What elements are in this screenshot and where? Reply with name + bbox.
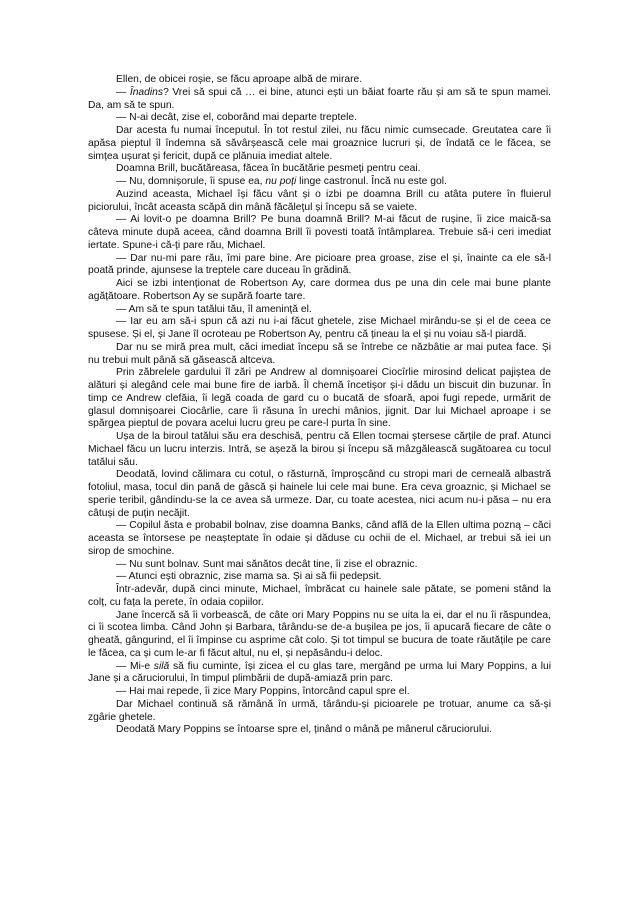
paragraph bbox=[88, 520, 551, 558]
paragraph-text: — Nu sunt bolnav. Sunt mai sănătos decât tine, îi zise el obraznic. bbox=[116, 558, 418, 570]
paragraph-text: Ellen, de obicei roșie, se făcu aproape albă de mirare. bbox=[116, 74, 363, 85]
paragraph bbox=[88, 304, 551, 317]
paragraph-text: — Dar nu-mi pare rău, îmi pare bine. Are picioare prea groase, zise el și, înainte ca ele să-l poată prinde, ajunsese la treptele care duceau în grădină. bbox=[88, 252, 551, 277]
paragraph bbox=[88, 87, 551, 113]
paragraph-text: Deodată Mary Poppins se întoarse spre el, ținând o mână pe mânerul căruciorului. bbox=[116, 724, 493, 736]
paragraph-text: — bbox=[116, 86, 130, 98]
paragraph bbox=[88, 125, 551, 163]
paragraph-text: — Mi-e bbox=[116, 660, 154, 672]
paragraph-text: — Iar eu am să-i spun că azi nu i-ai făcut ghetele, zise Michael mirându-se și el de ceea ce spusese. Și el, și Jane îl ocroteau pe Robertson Ay, pentru că țineau la el și nu voiau să-l piardă. bbox=[88, 316, 551, 340]
paragraph bbox=[88, 74, 551, 87]
paragraph-text: Auzind aceasta, Michael își făcu vânt și o izbi pe doamna Brill cu atâta putere în fluierul piciorului, încât aceasta scăpă din mână făcăleţul și începu să se vaiete. bbox=[88, 188, 551, 213]
paragraph bbox=[88, 699, 551, 725]
paragraph bbox=[88, 253, 551, 279]
paragraph bbox=[88, 469, 551, 520]
paragraph bbox=[88, 724, 551, 737]
paragraph-text: Jane încercă să îi vorbească, de câte ori Mary Poppins nu se uita la ei, dar el nu îi răspundea, ci îi scotea limba. Când John și Barbara, târându-se de-a bușilea pe jos, îi apucară fiecare de câte o gheată, gângurind, el îi împinse cu asprime cât colo. Și tot timpul se bucura de toate răutățile pe care le făcea, ca și cum le-ar fi făcut altul, nu el, și nepăsându-i deloc. bbox=[88, 609, 551, 659]
paragraph-text: Dar nu se miră prea mult, căci imediat începu să se întrebe ce năzbâtie ar mai putea face. Și nu trebui mult până să găsească altceva. bbox=[88, 341, 551, 366]
paragraph bbox=[88, 661, 551, 687]
paragraph-text: Deodată, lovind călimara cu cotul, o răsturnă, împroșcând cu stropi mari de cerneală albastră fotoliul, masa, tocul din pană de gâscă și hainele lui cele mai bune. Era ceva groaznic, și Michael se sperie teribil, gândindu-se la ce avea să urmeze. Dar, cu toate acestea, nici acum nu-i păsa – nu era câtuși de puțin necăjit. bbox=[88, 469, 551, 519]
paragraph bbox=[88, 214, 551, 252]
paragraph-text: Dar acesta fu numai începutul. În tot restul zilei, nu făcu nimic cumsecade. Greutatea care îi apăsa pieptul îl îndemna să săvârșească cele mai groaznice lucruri și, de îndată ce le făcea, se simțea ușurat și fericit, după ce plănuia imediat altele. bbox=[88, 125, 551, 162]
paragraph-text: — Ai lovit-o pe doamna Brill? Pe buna doamnă Brill? M-ai făcut de rușine, îi zice maică-sa câteva minute după aceea, când doamna Brill îi povesti toată întâmplarea. Trebuie să-i ceri imediat iertate. Spune-i că-ți pare rău, Michael. bbox=[88, 214, 551, 251]
paragraph-text: — Hai mai repede, îi zice Mary Poppins, întorcând capul spre el. bbox=[116, 686, 410, 697]
paragraph bbox=[88, 316, 551, 342]
paragraph bbox=[88, 686, 551, 699]
emphasis-text: silă bbox=[153, 660, 170, 672]
paragraph-text: — Am să te spun tatălui tău, îl amenință el. bbox=[116, 303, 312, 315]
paragraph-text: Dar Michael continuă să rămână în urmă, târându-și picioarele pe trotuar, anume ca să-și zgârie ghetele. bbox=[88, 698, 551, 723]
paragraph bbox=[88, 610, 551, 661]
paragraph bbox=[88, 431, 551, 469]
paragraph-text: Prin zăbrelele gardului îl zări pe Andrew al domnișoarei Ciocîrlie mirosind delicat pajiștea de alături și alegând cele mai bune fire de iarbă. Îl chemă încetișor și-i dădu un biscuit din buzunar. În timp ce Andrew clefăia, îi legă coada de gard cu o bucată de sfoară, apoi fugi repede, urmărit de glasul domnișoarei Ciocârlie, care îi răsuna în urechi mânios, jignit. Dar lui Michael aproape i se spărgea pieptul de povara acelui lucru greu pe care-l purta în sine. bbox=[88, 367, 551, 430]
paragraph-text: — Copilul ăsta e probabil bolnav, zise doamna Banks, când află de la Ellen ultima pozną – căci aceasta se întorsese pe neașteptate în odaie și dăduse cu ochii de el. Michael, ar trebui să iei un sirop de smochine. bbox=[88, 520, 551, 557]
paragraph-text: Aici se izbi intenționat de Robertson Ay, care dormea dus pe una din cele mai bune plante agățătoare. Robertson Ay se supără foarte tare. bbox=[88, 278, 551, 302]
paragraph bbox=[88, 367, 551, 431]
paragraph bbox=[88, 342, 551, 368]
paragraph bbox=[88, 189, 551, 215]
paragraph-text: linge castronul. Încă nu este gol. bbox=[296, 176, 447, 187]
paragraph bbox=[88, 584, 551, 610]
paragraph bbox=[88, 559, 551, 572]
emphasis-text: Înadins bbox=[129, 86, 164, 98]
paragraph bbox=[88, 278, 551, 304]
paragraph-text: — Nu, domnișorule, îi spuse ea, bbox=[116, 176, 266, 187]
paragraph-text: Doamna Brill, bucătăreasa, făcea în bucătărie pesmeți pentru ceai. bbox=[116, 163, 421, 175]
paragraph-text: să fiu cuminte, își zicea el cu glas tare, mergând pe urma lui Mary Poppins, a lui Jane și a căruciorului, în timpul plimbării de după-amiază prin parc. bbox=[88, 660, 551, 685]
paragraph-text: Ușa de la biroul tatălui său era deschisă, pentru că Ellen tocmai ștersese cărțile de praf. Atunci Michael făcu un lucru interzis. Intră, se așeză la birou și începu să mâzgălească sugătoarea cu tocul tatălui său. bbox=[88, 431, 551, 468]
paragraph bbox=[88, 112, 551, 125]
paragraph-text: ? Vrei să spui că … ei bine, atunci ești un băiat foarte rău și am să te spun mamei. Da, am să te spun. bbox=[88, 86, 551, 111]
paragraph bbox=[88, 571, 551, 584]
emphasis-text: nu poți bbox=[265, 176, 297, 187]
paragraph bbox=[88, 163, 551, 176]
paragraph bbox=[88, 176, 551, 189]
paragraph-text: Într-adevăr, după cinci minute, Michael, îmbrăcat cu hainele sale pătate, se pomeni stând la colț, cu fața la perete, în odaia copiilor. bbox=[88, 584, 551, 608]
paragraph-text: — Atunci ești obraznic, zise mama sa. Și ai să fii pedepsit. bbox=[116, 571, 382, 583]
document-page bbox=[88, 74, 551, 737]
paragraph-text: — N-ai decât, zise el, coborând mai departe treptele. bbox=[116, 112, 357, 124]
